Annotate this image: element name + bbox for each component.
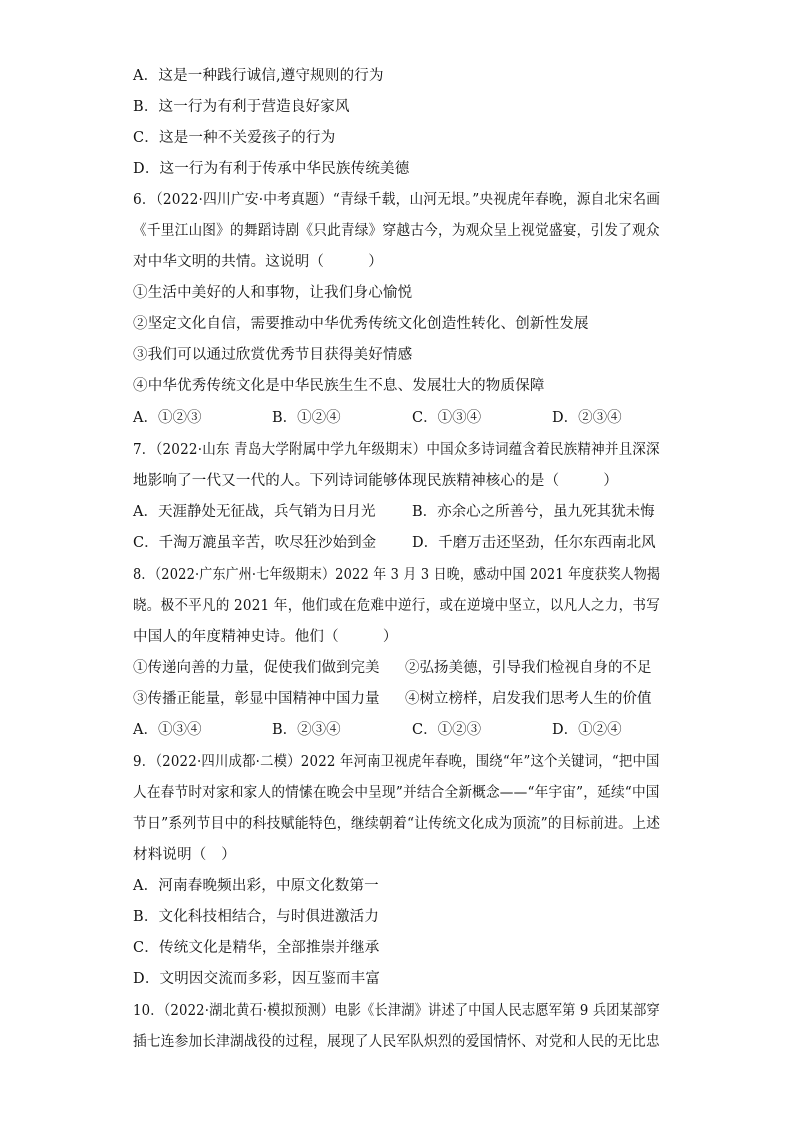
q9-option-d: D．文明因交流而多彩，因互鉴而丰富 xyxy=(133,971,381,987)
q8-statement-1: ①传递向善的力量，促使我们做到完美 xyxy=(133,660,380,676)
q9-stem-line-1: 9．（2022·四川成都·二模）2022 年河南卫视虎年春晚，围绕“年”这个关键词，“把中国 xyxy=(133,754,660,770)
q6-stem-line-1: 6．（2022·四川广安·中考真题）“青绿千载，山河无垠。”央视虎年春晚，源自北宋名画 xyxy=(133,192,661,208)
q8-stem-line-1: 8．（2022·广东广州·七年级期末）2022 年 3 月 3 日晚，感动中国 2021 年度获奖人物揭 xyxy=(133,567,661,583)
q8-statement-2: ②弘扬美德，引导我们检视自身的不足 xyxy=(405,660,652,676)
q9-option-b: B．文化科技相结合，与时俱进激活力 xyxy=(133,909,380,925)
q5-option-d: D．这一行为有利于传承中华民族传统美德 xyxy=(133,161,410,177)
q8-option-d: D．①②④ xyxy=(552,722,622,738)
q6-statement-4: ④中华优秀传统文化是中华民族生生不息、发展壮大的物质保障 xyxy=(133,378,545,394)
q6-statement-3: ③我们可以通过欣赏优秀节目获得美好情感 xyxy=(133,347,413,363)
q7-option-b: B．亦余心之所善兮，虽九死其犹未悔 xyxy=(412,504,655,520)
q5-option-a: A．这是一种践行诚信,遵守规则的行为 xyxy=(133,68,384,84)
q10-stem-line-2: 插七连参加长津湖战役的过程，展现了人民军队炽烈的爱国情怀、对党和人民的无比忠 xyxy=(133,1034,660,1050)
q5-option-c: C．这是一种不关爱孩子的行为 xyxy=(133,130,336,146)
q6-stem-line-2: 《千里江山图》的舞蹈诗剧《只此青绿》穿越古今，为观众呈上视觉盛宴，引发了观众 xyxy=(133,223,660,239)
q6-statement-2: ②坚定文化自信，需要推动中华优秀传统文化创造性转化、创新性发展 xyxy=(133,316,589,332)
q7-option-d: D．千磨万击还坚劲，任尔东西南北风 xyxy=(412,535,656,551)
q6-option-b: B．①②④ xyxy=(272,410,341,426)
q8-option-a: A．①③④ xyxy=(133,722,202,738)
q8-stem-line-2: 晓。极不平凡的 2021 年，他们或在危难中逆行，或在逆境中坚立，以凡人之力，书写 xyxy=(133,598,660,614)
q9-stem-line-2: 人在春节时对家和家人的情愫在晚会中呈现”并结合全新概念——“年宇宙”，延续“中国 xyxy=(133,785,660,801)
q8-statement-3: ③传播正能量，彰显中国精神中国力量 xyxy=(133,691,380,707)
q9-option-a: A．河南春晚频出彩，中原文化数第一 xyxy=(133,878,379,894)
q6-statement-1: ①生活中美好的人和事物，让我们身心愉悦 xyxy=(133,285,413,301)
q7-option-c: C．千淘万漉虽辛苦，吹尽狂沙始到金 xyxy=(133,535,377,551)
q7-stem-line-2: 地影响了一代又一代的人。下列诗词能够体现民族精神核心的是（ ） xyxy=(133,473,619,489)
q5-option-b: B．这一行为有利于营造良好家风 xyxy=(133,99,350,115)
q6-stem-line-3: 对中华文明的共情。这说明（ ） xyxy=(133,254,383,270)
q6-option-c: C．①③④ xyxy=(412,410,482,426)
q7-stem-line-1: 7．（2022·山东 青岛大学附属中学九年级期末）中国众多诗词蕴含着民族精神并且深深 xyxy=(133,442,660,458)
q6-option-a: A．①②③ xyxy=(133,410,202,426)
q8-option-b: B．②③④ xyxy=(272,722,341,738)
q6-option-d: D．②③④ xyxy=(552,410,622,426)
q10-stem-line-1: 10．（2022·湖北黄石·模拟预测）电影《长津湖》讲述了中国人民志愿军第 9 兵团某部穿 xyxy=(133,1003,660,1019)
q9-stem-line-4: 材料说明（ ） xyxy=(133,847,236,863)
q8-stem-line-3: 中国人的年度精神史诗。他们（ ） xyxy=(133,629,398,645)
q7-option-a: A．天涯静处无征战，兵气销为日月光 xyxy=(133,504,376,520)
q8-option-c: C．①②③ xyxy=(412,722,482,738)
q9-stem-line-3: 节日”系列节目中的科技赋能特色，继续朝着“让传统文化成为顶流”的目标前进。上述 xyxy=(133,816,661,832)
q8-statement-4: ④树立榜样，启发我们思考人生的价值 xyxy=(405,691,652,707)
q9-option-c: C．传统文化是精华，全部推崇并继承 xyxy=(133,940,380,956)
